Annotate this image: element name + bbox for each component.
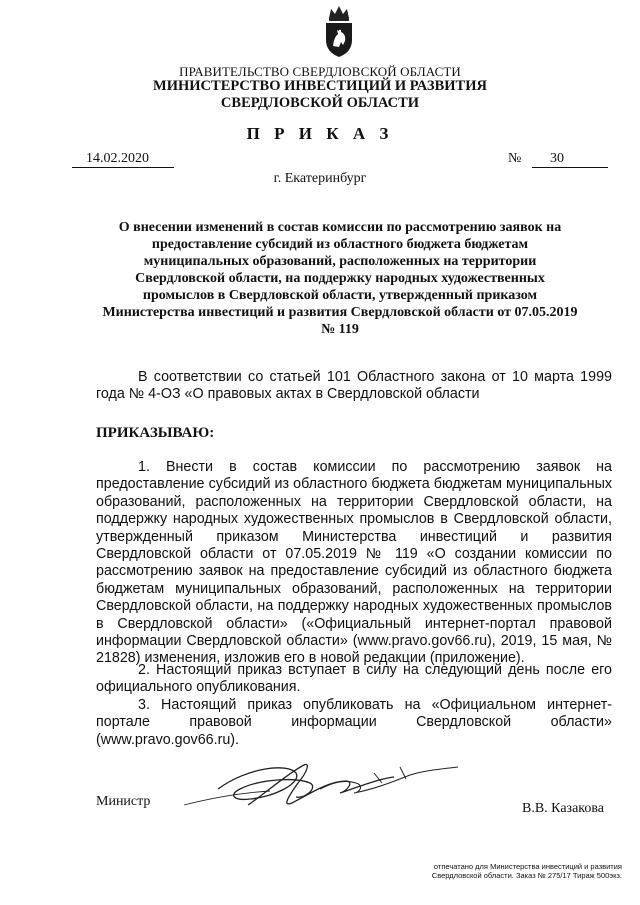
paragraph-3: 3. Настоящий приказ опубликовать на «Официальном интернет-портале правовой информации Свердловской области» (www.pravo.gov66.ru). [96, 697, 612, 748]
handwritten-signature-icon [178, 753, 468, 823]
document-number: 30 [550, 151, 564, 166]
footer-line-1: отпечатано для Министерства инвестиций и развития [433, 862, 622, 871]
date-underline [72, 167, 174, 168]
ministry-heading-line1: МИНИСТЕРСТВО ИНВЕСТИЦИЙ И РАЗВИТИЯ [153, 78, 487, 94]
paragraph-2: 2. Настоящий приказ вступает в силу на следующий день после его официального опубликования. [96, 662, 612, 696]
document-subject: О внесении изменений в состав комиссии по рассмотрению заявок на предоставление субсидий из областного бюджета бюджетам муниципальных образований, расположенных на территории Свердловской области, на поддержку народных художественных промыслов в Свердловской области, утвержденный приказом Министерства инвестиций и развития Свердловской области от 07.05.2019 № 119 [102, 220, 578, 337]
number-underline [532, 167, 608, 168]
government-heading: ПРАВИТЕЛЬСТВО СВЕРДЛОВСКОЙ ОБЛАСТИ [179, 64, 461, 79]
print-footer [382, 862, 622, 880]
footer-line-2: Свердловской области. Заказ № 275/17 Тираж 500экз. [431, 871, 622, 880]
signer-name: В.В. Казакова [522, 801, 605, 816]
order-word: ПРИКАЗЫВАЮ: [96, 425, 215, 441]
document-date: 14.02.2020 [86, 151, 149, 166]
paragraph-1: 1. Внести в состав комиссии по рассмотрению заявок на предоставление субсидий из областного бюджета бюджетам муниципальных образований, расположенных на территории Свердловской области, на поддержку народных художественных промыслов в Свердловской области, утвержденный приказом Министерства инвестиций и развития Свердловской области от 07.05.2019 № 119 «О создании комиссии по рассмотрению заявок на предоставление субсидий из областного бюджета бюджетам муниципальных образований, расположенных на территории Свердловской области, на поддержку народных художественных промыслов в Свердловской области» («Официальный интернет-портал правовой информации Свердловской области» (www.pravo.gov66.ru), 2019, 15 мая, № 21828) изменения, изложив его в новой редакции (приложение). [96, 459, 612, 667]
city: г. Екатеринбург [273, 171, 367, 186]
number-label: № [508, 151, 522, 166]
ministry-heading-line2: СВЕРДЛОВСКОЙ ОБЛАСТИ [220, 95, 420, 111]
signer-position: Министр [96, 794, 151, 809]
intro-paragraph: В соответствии со статьей 101 Областного закона от 10 марта 1999 года № 4-ОЗ «О правовых актах в Свердловской области [96, 369, 612, 402]
document-title: П Р И К А З [246, 124, 394, 143]
coat-of-arms-icon [322, 4, 356, 58]
